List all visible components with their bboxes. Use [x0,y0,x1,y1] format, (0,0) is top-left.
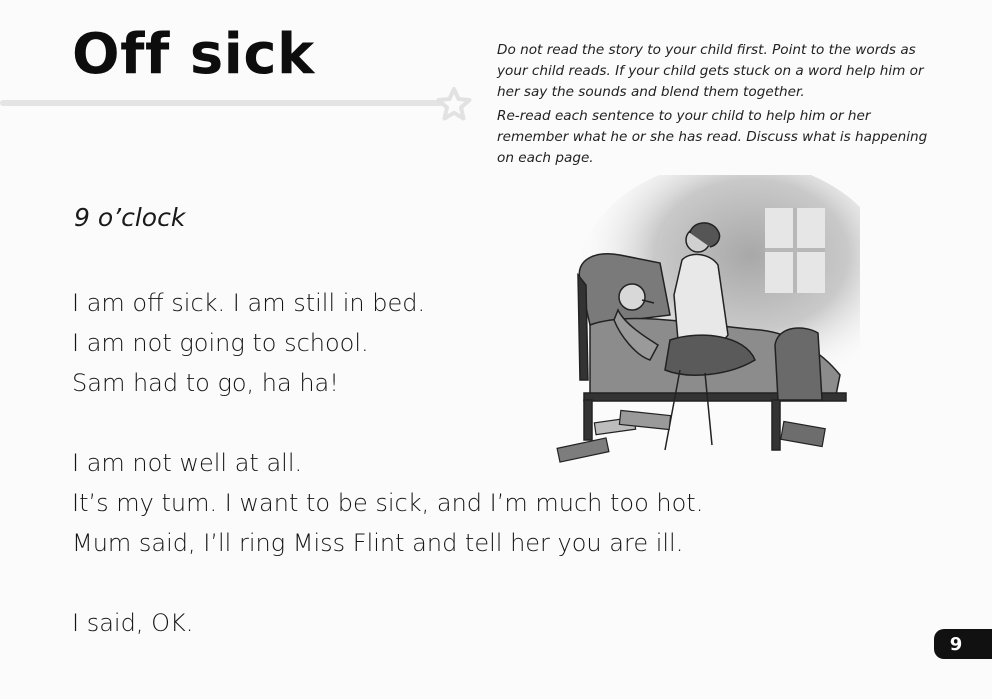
page-title: Off sick [72,22,315,87]
sick-in-bed-illustration [550,175,860,470]
story-line: Sam had to go, ha ha! [72,369,339,397]
story-line: It’s my tum. I want to be sick, and I’m much too hot. [72,489,704,517]
window-icon [765,208,825,293]
books-on-floor-icon [557,410,825,462]
story-time-heading: 9 o’clock [74,203,186,232]
story-paragraph [72,283,425,403]
star-icon [435,86,473,122]
story-line: I am not well at all. [72,449,303,477]
title-underline [0,100,445,106]
page-number-badge: 9 [934,629,992,659]
instruction-paragraph: Do not read the story to your child first. Point to the words as your child reads. If your child gets stuck on a word help him or her say the sounds and blend them together. [497,42,924,100]
story-line: Mum said, I’ll ring Miss Flint and tell her you are ill. [72,529,684,557]
story-line: I am not going to school. [72,329,369,357]
story-line: I said, OK. [72,609,194,637]
parent-instructions [497,40,937,172]
story-paragraph [72,603,193,643]
story-line: I am off sick. I am still in bed. [72,289,426,317]
instruction-paragraph: Re-read each sentence to your child to help him or her remember what he or she has read. Discuss what is happening on each page. [497,108,928,166]
